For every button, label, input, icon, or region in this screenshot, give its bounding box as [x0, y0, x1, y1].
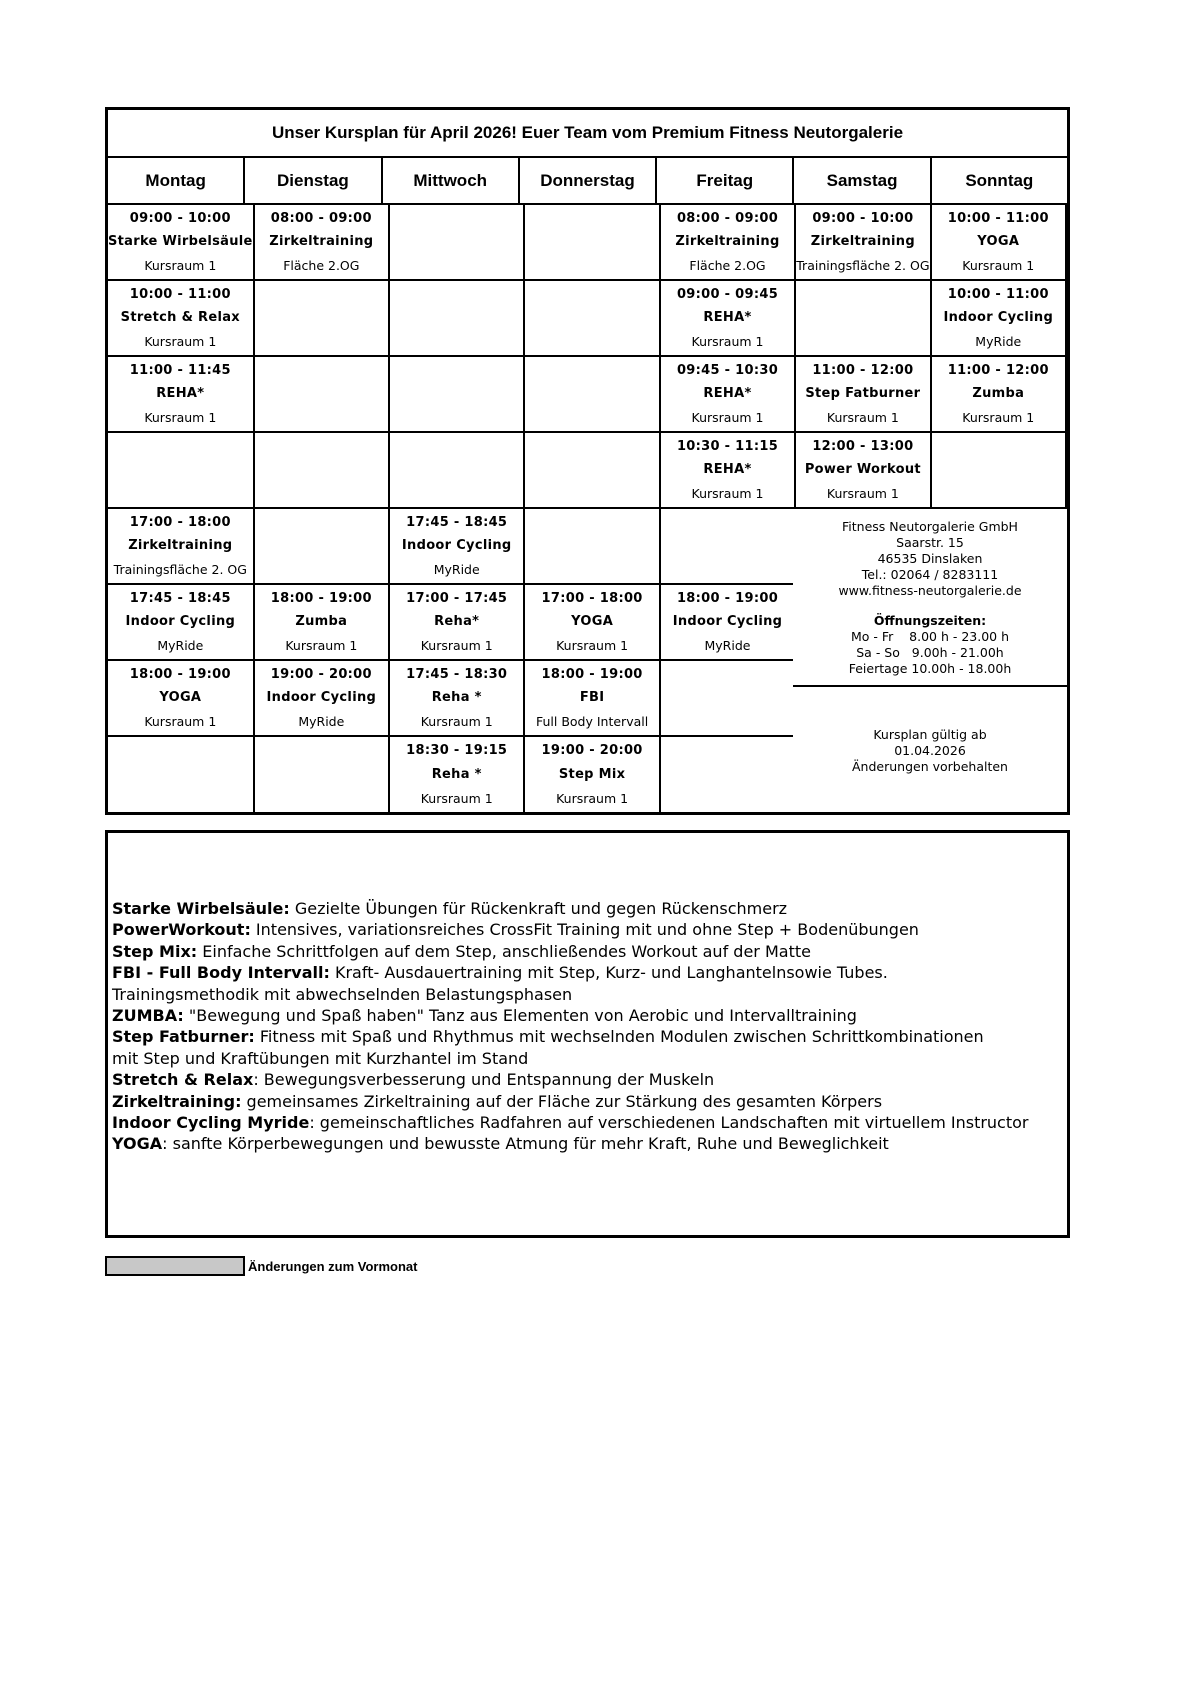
course-name: Reha*	[434, 614, 480, 630]
phone-number: Tel.: 02064 / 8283111	[861, 567, 999, 582]
course-room: Full Body Intervall	[535, 713, 649, 729]
description-line	[112, 984, 1067, 1005]
course-slot	[796, 433, 929, 509]
course-name: Zumba	[295, 614, 348, 630]
course-time: 17:00 - 17:45	[406, 591, 508, 607]
website: www.fitness-neutorgalerie.de	[838, 583, 1022, 598]
course-name: Zumba	[972, 386, 1025, 402]
course-name: Reha *	[431, 690, 482, 706]
course-room: Kursraum 1	[144, 257, 217, 273]
day-header-freitag: Freitag	[657, 158, 794, 203]
course-slot	[525, 661, 658, 737]
course-slot	[661, 205, 794, 281]
course-room: Kursraum 1	[144, 409, 217, 425]
course-room: Kursraum 1	[691, 409, 764, 425]
course-room: Kursraum 1	[556, 790, 629, 806]
course-name: YOGA	[571, 614, 614, 630]
course-room: Kursraum 1	[144, 333, 217, 349]
course-slot	[525, 585, 658, 661]
course-slot	[932, 205, 1065, 281]
course-slot	[255, 509, 388, 585]
course-name: Indoor Cycling	[672, 614, 783, 630]
course-slot	[932, 281, 1065, 357]
course-slot	[390, 357, 523, 433]
course-slot	[390, 661, 523, 737]
description-term: Indoor Cycling Myride	[112, 1113, 310, 1133]
course-room: Kursraum 1	[962, 409, 1035, 425]
course-slot	[255, 357, 388, 433]
course-room: Fläche 2.OG	[283, 257, 360, 273]
description-term: Step Mix:	[112, 941, 198, 961]
description-text: Trainingsmethodik mit abwechselnden Belastungsphasen	[112, 984, 573, 1004]
course-name: Zirkeltraining	[810, 234, 915, 250]
course-slot	[255, 281, 388, 357]
course-time: 18:00 - 19:00	[676, 591, 779, 607]
course-slot	[796, 205, 929, 281]
validity-note: Änderungen vorbehalten	[852, 759, 1008, 774]
course-room: Kursraum 1	[962, 257, 1035, 273]
description-text: mit Step und Kraftübungen mit Kurzhantel im Stand	[112, 1048, 529, 1068]
course-room: MyRide	[704, 637, 751, 653]
description-text: Fitness mit Spaß und Rhythmus mit wechselnden Modulen zwischen Schrittkombinationen	[254, 1027, 984, 1047]
course-slot	[525, 737, 658, 812]
description-term: ZUMBA:	[112, 1006, 184, 1026]
course-room: Kursraum 1	[691, 485, 764, 501]
description-line	[112, 919, 1067, 940]
course-slot	[108, 357, 253, 433]
course-room: MyRide	[975, 333, 1022, 349]
course-slot	[108, 433, 253, 509]
legend-label: Änderungen zum Vormonat	[248, 1258, 418, 1274]
course-room: Trainingsfläche 2. OG	[113, 561, 247, 577]
course-slot	[390, 281, 523, 357]
course-name: Indoor Cycling	[943, 310, 1054, 326]
course-slot	[390, 509, 523, 585]
description-line	[112, 1112, 1067, 1133]
course-slot	[108, 281, 253, 357]
course-time: 10:00 - 11:00	[129, 287, 231, 303]
course-slot	[108, 205, 253, 281]
course-time: 11:00 - 12:00	[812, 363, 914, 379]
description-text: : sanfte Körperbewegungen und bewusste Atmung für mehr Kraft, Ruhe und Beweglichkeit	[162, 1134, 889, 1154]
course-room: Kursraum 1	[556, 637, 629, 653]
description-term: FBI - Full Body Intervall:	[112, 963, 330, 983]
course-name: Step Mix	[558, 766, 626, 782]
city-address: 46535 Dinslaken	[877, 551, 983, 566]
course-room: Kursraum 1	[826, 485, 899, 501]
course-slot	[255, 205, 388, 281]
course-time: 18:00 - 19:00	[541, 667, 643, 683]
description-term: Step Fatburner:	[112, 1027, 255, 1047]
course-slot	[255, 585, 388, 661]
course-name: Indoor Cycling	[125, 614, 236, 630]
course-time: 09:00 - 10:00	[129, 211, 231, 227]
course-slot	[661, 357, 794, 433]
course-descriptions-box	[105, 830, 1070, 1238]
course-name: Power Workout	[804, 462, 921, 478]
course-room: Kursraum 1	[420, 637, 493, 653]
course-name: REHA*	[156, 386, 205, 402]
course-time: 09:45 - 10:30	[676, 363, 779, 379]
course-name: Starke Wirbelsäule	[108, 234, 253, 250]
description-text: Gezielte Übungen für Rückenkraft und gegen Rückenschmerz	[289, 899, 788, 918]
course-slot	[661, 737, 794, 812]
course-name: Indoor Cycling	[401, 538, 512, 554]
description-line	[112, 941, 1067, 962]
day-column-dienstag	[255, 205, 390, 812]
day-header-dienstag: Dienstag	[245, 158, 382, 203]
course-time: 11:00 - 11:45	[129, 363, 231, 379]
description-term: YOGA	[112, 1134, 163, 1154]
opening-hours-weekdays: Mo - Fr 8.00 h - 23.00 h	[850, 629, 1010, 644]
course-slot	[661, 509, 794, 585]
course-time: 18:00 - 19:00	[129, 667, 231, 683]
course-time: 19:00 - 20:00	[541, 743, 643, 759]
course-time: 17:00 - 18:00	[129, 515, 231, 531]
course-room: MyRide	[157, 637, 204, 653]
description-line	[112, 1048, 1067, 1069]
course-slot	[932, 357, 1065, 433]
course-room: MyRide	[433, 561, 480, 577]
course-slot	[661, 433, 794, 509]
street-address: Saarstr. 15	[896, 535, 964, 550]
description-term: Zirkeltraining:	[112, 1091, 242, 1111]
description-line	[112, 1026, 1067, 1047]
course-room: Trainingsfläche 2. OG	[796, 257, 930, 273]
course-slot	[255, 433, 388, 509]
description-line	[112, 1091, 1067, 1112]
course-slot	[661, 585, 794, 661]
course-slot	[661, 281, 794, 357]
validity-date: 01.04.2026	[894, 743, 966, 758]
course-time: 12:00 - 13:00	[812, 439, 914, 455]
contact-info-box	[793, 509, 1067, 687]
course-slot	[525, 433, 658, 509]
course-time: 09:00 - 09:45	[676, 287, 779, 303]
course-slot	[108, 737, 253, 812]
course-slot	[932, 433, 1065, 509]
description-term: Stretch & Relax	[112, 1070, 254, 1090]
description-line	[112, 898, 1067, 919]
day-column-donnerstag	[525, 205, 660, 812]
course-name: YOGA	[977, 234, 1020, 250]
day-header-donnerstag: Donnerstag	[520, 158, 657, 203]
course-slot	[108, 585, 253, 661]
course-time: 17:45 - 18:45	[406, 515, 508, 531]
legend	[105, 1256, 417, 1276]
opening-hours-weekend: Sa - So 9.00h - 21.00h	[856, 645, 1004, 660]
course-slot	[525, 205, 658, 281]
course-room: MyRide	[298, 713, 345, 729]
course-name: Zirkeltraining	[269, 234, 374, 250]
course-time: 10:00 - 11:00	[947, 287, 1049, 303]
course-slot	[525, 281, 658, 357]
course-time: 08:00 - 09:00	[270, 211, 372, 227]
description-text: gemeinsames Zirkeltraining auf der Fläche zur Stärkung des gesamten Körpers	[241, 1091, 883, 1111]
course-slot	[255, 737, 388, 812]
company-name: Fitness Neutorgalerie GmbH	[842, 519, 1018, 534]
course-room: Kursraum 1	[420, 790, 493, 806]
description-line	[112, 962, 1067, 983]
description-text: "Bewegung und Spaß haben" Tanz aus Elementen von Aerobic und Intervalltraining	[183, 1006, 857, 1026]
day-column-freitag	[661, 205, 796, 812]
course-time: 10:30 - 11:15	[676, 439, 779, 455]
description-text: : Bewegungsverbesserung und Entspannung der Muskeln	[253, 1070, 715, 1090]
course-time: 09:00 - 10:00	[812, 211, 914, 227]
description-line	[112, 1005, 1067, 1026]
description-text: : gemeinschaftliches Radfahren auf verschiedenen Landschaften mit virtuellem Instructor	[309, 1113, 1029, 1133]
course-room: Kursraum 1	[691, 333, 764, 349]
description-line	[112, 1133, 1067, 1154]
course-name: Indoor Cycling	[266, 690, 377, 706]
course-time: 19:00 - 20:00	[270, 667, 372, 683]
description-text: Einfache Schrittfolgen auf dem Step, anschließendes Workout auf der Matte	[197, 941, 811, 961]
course-name: Step Fatburner	[805, 386, 921, 402]
course-slot	[525, 357, 658, 433]
day-header-samstag: Samstag	[794, 158, 931, 203]
course-room: Kursraum 1	[285, 637, 358, 653]
course-time: 18:00 - 19:00	[270, 591, 372, 607]
description-term: PowerWorkout:	[112, 920, 251, 940]
course-slot	[108, 661, 253, 737]
course-name: FBI	[579, 690, 605, 706]
course-time: 18:30 - 19:15	[406, 743, 508, 759]
course-time: 17:45 - 18:30	[406, 667, 508, 683]
course-name: REHA*	[703, 386, 752, 402]
course-name: Stretch & Relax	[120, 310, 240, 326]
validity-line-1: Kursplan gültig ab	[873, 727, 987, 742]
course-slot	[108, 509, 253, 585]
course-slot	[390, 433, 523, 509]
course-name: YOGA	[159, 690, 202, 706]
course-name: Reha *	[431, 766, 482, 782]
course-time: 10:00 - 11:00	[947, 211, 1049, 227]
validity-box	[793, 687, 1067, 812]
course-room: Kursraum 1	[144, 713, 217, 729]
course-slot	[796, 357, 929, 433]
course-time: 11:00 - 12:00	[947, 363, 1049, 379]
description-line	[112, 1069, 1067, 1090]
course-slot	[390, 205, 523, 281]
weekday-header-row	[108, 158, 1067, 205]
course-time: 17:00 - 18:00	[541, 591, 643, 607]
schedule-title: Unser Kursplan für April 2026! Euer Team vom Premium Fitness Neutorgalerie	[108, 110, 1067, 158]
course-slot	[525, 509, 658, 585]
description-text: Intensives, variationsreiches CrossFit Training mit und ohne Step + Bodenübungen	[250, 920, 919, 940]
day-header-sonntag: Sonntag	[965, 170, 1034, 190]
description-term: Starke Wirbelsäule:	[112, 899, 290, 918]
course-name: Zirkeltraining	[675, 234, 780, 250]
course-name: REHA*	[703, 462, 752, 478]
course-name: REHA*	[703, 310, 752, 326]
course-slot	[390, 585, 523, 661]
day-column-montag	[108, 205, 255, 812]
course-slot	[255, 661, 388, 737]
description-text: Kraft- Ausdauertraining mit Step, Kurz- und Langhantelnsowie Tubes.	[329, 963, 888, 983]
day-header-montag: Montag	[108, 158, 245, 203]
legend-swatch	[105, 1256, 245, 1276]
course-time: 08:00 - 09:00	[676, 211, 779, 227]
course-room: Kursraum 1	[826, 409, 899, 425]
course-schedule-table	[105, 107, 1070, 815]
opening-hours-title: Öffnungszeiten:	[873, 613, 987, 628]
course-slot	[390, 737, 523, 812]
course-name: Zirkeltraining	[128, 538, 233, 554]
schedule-grid	[108, 205, 1067, 812]
course-room: Fläche 2.OG	[689, 257, 766, 273]
day-column-mittwoch	[390, 205, 525, 812]
course-time: 17:45 - 18:45	[129, 591, 231, 607]
course-room: Kursraum 1	[420, 713, 493, 729]
course-slot	[796, 281, 929, 357]
opening-hours-holidays: Feiertage 10.00h - 18.00h	[848, 661, 1012, 676]
day-header-mittwoch: Mittwoch	[383, 158, 520, 203]
course-slot	[661, 661, 794, 737]
